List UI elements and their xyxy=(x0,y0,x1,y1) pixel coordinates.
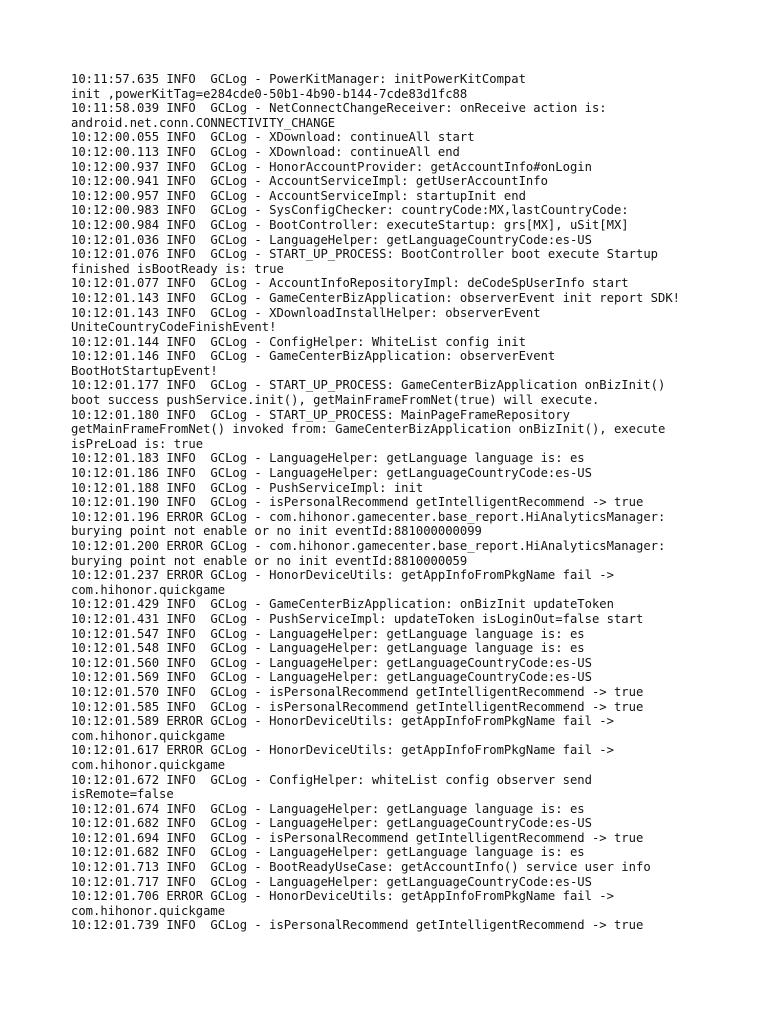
log-line: 10:12:00.984 INFO GCLog - BootController: executeStartup: grs[MX], uSit[MX] xyxy=(71,217,629,232)
log-line: 10:12:01.177 INFO GCLog - START_UP_PROCESS: GameCenterBizApplication onBizInit() xyxy=(71,378,666,393)
log-line: 10:12:01.706 ERROR GCLog - HonorDeviceUtils: getAppInfoFromPkgName fail -> xyxy=(71,889,614,904)
log-line: init ,powerKitTag=e284cde0-50b1-4b90-b144-7cde83d1fc88 xyxy=(71,86,468,101)
log-line: 10:12:01.077 INFO GCLog - AccountInfoRepositoryImpl: deCodeSpUserInfo start xyxy=(71,276,629,291)
log-line: 10:12:01.237 ERROR GCLog - HonorDeviceUtils: getAppInfoFromPkgName fail -> xyxy=(71,568,614,583)
log-line: com.hihonor.quickgame xyxy=(71,728,226,743)
log-line: 10:12:00.983 INFO GCLog - SysConfigChecker: countryCode:MX,lastCountryCode: xyxy=(71,203,629,218)
log-line: burying point not enable or no init eventId:8810000059 xyxy=(71,553,468,568)
log-line: 10:12:01.429 INFO GCLog - GameCenterBizApplication: onBizInit updateToken xyxy=(71,597,614,612)
log-line: 10:12:01.431 INFO GCLog - PushServiceImpl: updateToken isLoginOut=false start xyxy=(71,611,644,626)
log-line: finished isBootReady is: true xyxy=(71,261,284,276)
log-line: 10:12:01.548 INFO GCLog - LanguageHelper: getLanguage language is: es xyxy=(71,641,585,656)
log-line: 10:12:01.186 INFO GCLog - LanguageHelper: getLanguageCountryCode:es-US xyxy=(71,466,592,481)
log-line: 10:12:01.682 INFO GCLog - LanguageHelper: getLanguageCountryCode:es-US xyxy=(71,816,592,831)
log-line: 10:12:01.585 INFO GCLog - isPersonalRecommend getIntelligentRecommend -> true xyxy=(71,699,644,714)
log-line: 10:12:01.674 INFO GCLog - LanguageHelper: getLanguage language is: es xyxy=(71,801,585,816)
log-line: 10:12:01.717 INFO GCLog - LanguageHelper: getLanguageCountryCode:es-US xyxy=(71,874,592,889)
log-line: 10:12:01.739 INFO GCLog - isPersonalRecommend getIntelligentRecommend -> true xyxy=(71,918,644,933)
log-line: android.net.conn.CONNECTIVITY_CHANGE xyxy=(71,115,336,130)
log-line: 10:12:01.188 INFO GCLog - PushServiceImpl: init xyxy=(71,480,424,495)
log-line: 10:12:01.143 INFO GCLog - GameCenterBizApplication: observerEvent init report SDK! xyxy=(71,290,681,305)
log-line: 10:12:01.183 INFO GCLog - LanguageHelper: getLanguage language is: es xyxy=(71,451,585,466)
log-line: 10:12:01.560 INFO GCLog - LanguageHelper: getLanguageCountryCode:es-US xyxy=(71,655,592,670)
log-line: getMainFrameFromNet() invoked from: GameCenterBizApplication onBizInit(), execute xyxy=(71,422,666,437)
log-line: 10:12:00.957 INFO GCLog - AccountServiceImpl: startupInit end xyxy=(71,188,526,203)
log-line: com.hihonor.quickgame xyxy=(71,582,226,597)
log-line: 10:12:00.055 INFO GCLog - XDownload: continueAll start xyxy=(71,130,475,145)
log-line: 10:12:01.569 INFO GCLog - LanguageHelper: getLanguageCountryCode:es-US xyxy=(71,670,592,685)
log-line: 10:12:01.694 INFO GCLog - isPersonalRecommend getIntelligentRecommend -> true xyxy=(71,830,644,845)
log-line: 10:12:01.589 ERROR GCLog - HonorDeviceUtils: getAppInfoFromPkgName fail -> xyxy=(71,714,614,729)
log-line: 10:12:01.180 INFO GCLog - START_UP_PROCESS: MainPageFrameRepository xyxy=(71,407,570,422)
log-line: 10:12:01.190 INFO GCLog - isPersonalRecommend getIntelligentRecommend -> true xyxy=(71,495,644,510)
log-line: isRemote=false xyxy=(71,787,174,802)
log-line: 10:11:57.635 INFO GCLog - PowerKitManager: initPowerKitCompat xyxy=(71,72,526,86)
log-line: 10:12:01.036 INFO GCLog - LanguageHelper: getLanguageCountryCode:es-US xyxy=(71,232,592,247)
log-line: 10:12:01.144 INFO GCLog - ConfigHelper: WhiteList config init xyxy=(71,334,526,349)
log-line: 10:12:00.937 INFO GCLog - HonorAccountProvider: getAccountInfo#onLogin xyxy=(71,159,592,174)
log-line: 10:12:01.076 INFO GCLog - START_UP_PROCESS: BootController boot execute Startup xyxy=(71,247,658,262)
log-line: burying point not enable or no init eventId:881000000099 xyxy=(71,524,482,539)
log-line: com.hihonor.quickgame xyxy=(71,903,226,918)
log-line: 10:12:01.617 ERROR GCLog - HonorDeviceUtils: getAppInfoFromPkgName fail -> xyxy=(71,743,614,758)
log-line: 10:11:58.039 INFO GCLog - NetConnectChangeReceiver: onReceive action is: xyxy=(71,101,607,116)
log-line: 10:12:01.713 INFO GCLog - BootReadyUseCase: getAccountInfo() service user info xyxy=(71,860,651,875)
log-line: 10:12:01.570 INFO GCLog - isPersonalRecommend getIntelligentRecommend -> true xyxy=(71,684,644,699)
log-line: BootHotStartupEvent! xyxy=(71,363,218,378)
log-line: 10:12:01.143 INFO GCLog - XDownloadInstallHelper: observerEvent xyxy=(71,305,541,320)
log-line: 10:12:01.196 ERROR GCLog - com.hihonor.gamecenter.base_report.HiAnalyticsManager: xyxy=(71,509,666,524)
log-line: 10:12:01.200 ERROR GCLog - com.hihonor.gamecenter.base_report.HiAnalyticsManager: xyxy=(71,539,666,553)
log-line: 10:12:01.547 INFO GCLog - LanguageHelper: getLanguage language is: es xyxy=(71,626,585,641)
log-line: 10:12:00.941 INFO GCLog - AccountServiceImpl: getUserAccountInfo xyxy=(71,174,548,189)
log-document xyxy=(71,72,751,933)
log-line: 10:12:01.146 INFO GCLog - GameCenterBizApplication: observerEvent xyxy=(71,349,556,364)
log-line: 10:12:01.672 INFO GCLog - ConfigHelper: whiteList config observer send xyxy=(71,772,592,787)
log-line: UniteCountryCodeFinishEvent! xyxy=(71,320,277,335)
log-line: 10:12:01.682 INFO GCLog - LanguageHelper: getLanguage language is: es xyxy=(71,845,585,860)
log-line: isPreLoad is: true xyxy=(71,436,204,451)
log-line: com.hihonor.quickgame xyxy=(71,757,226,772)
log-line: boot success pushService.init(), getMainFrameFromNet(true) will execute. xyxy=(71,393,600,408)
log-line: 10:12:00.113 INFO GCLog - XDownload: continueAll end xyxy=(71,144,460,159)
